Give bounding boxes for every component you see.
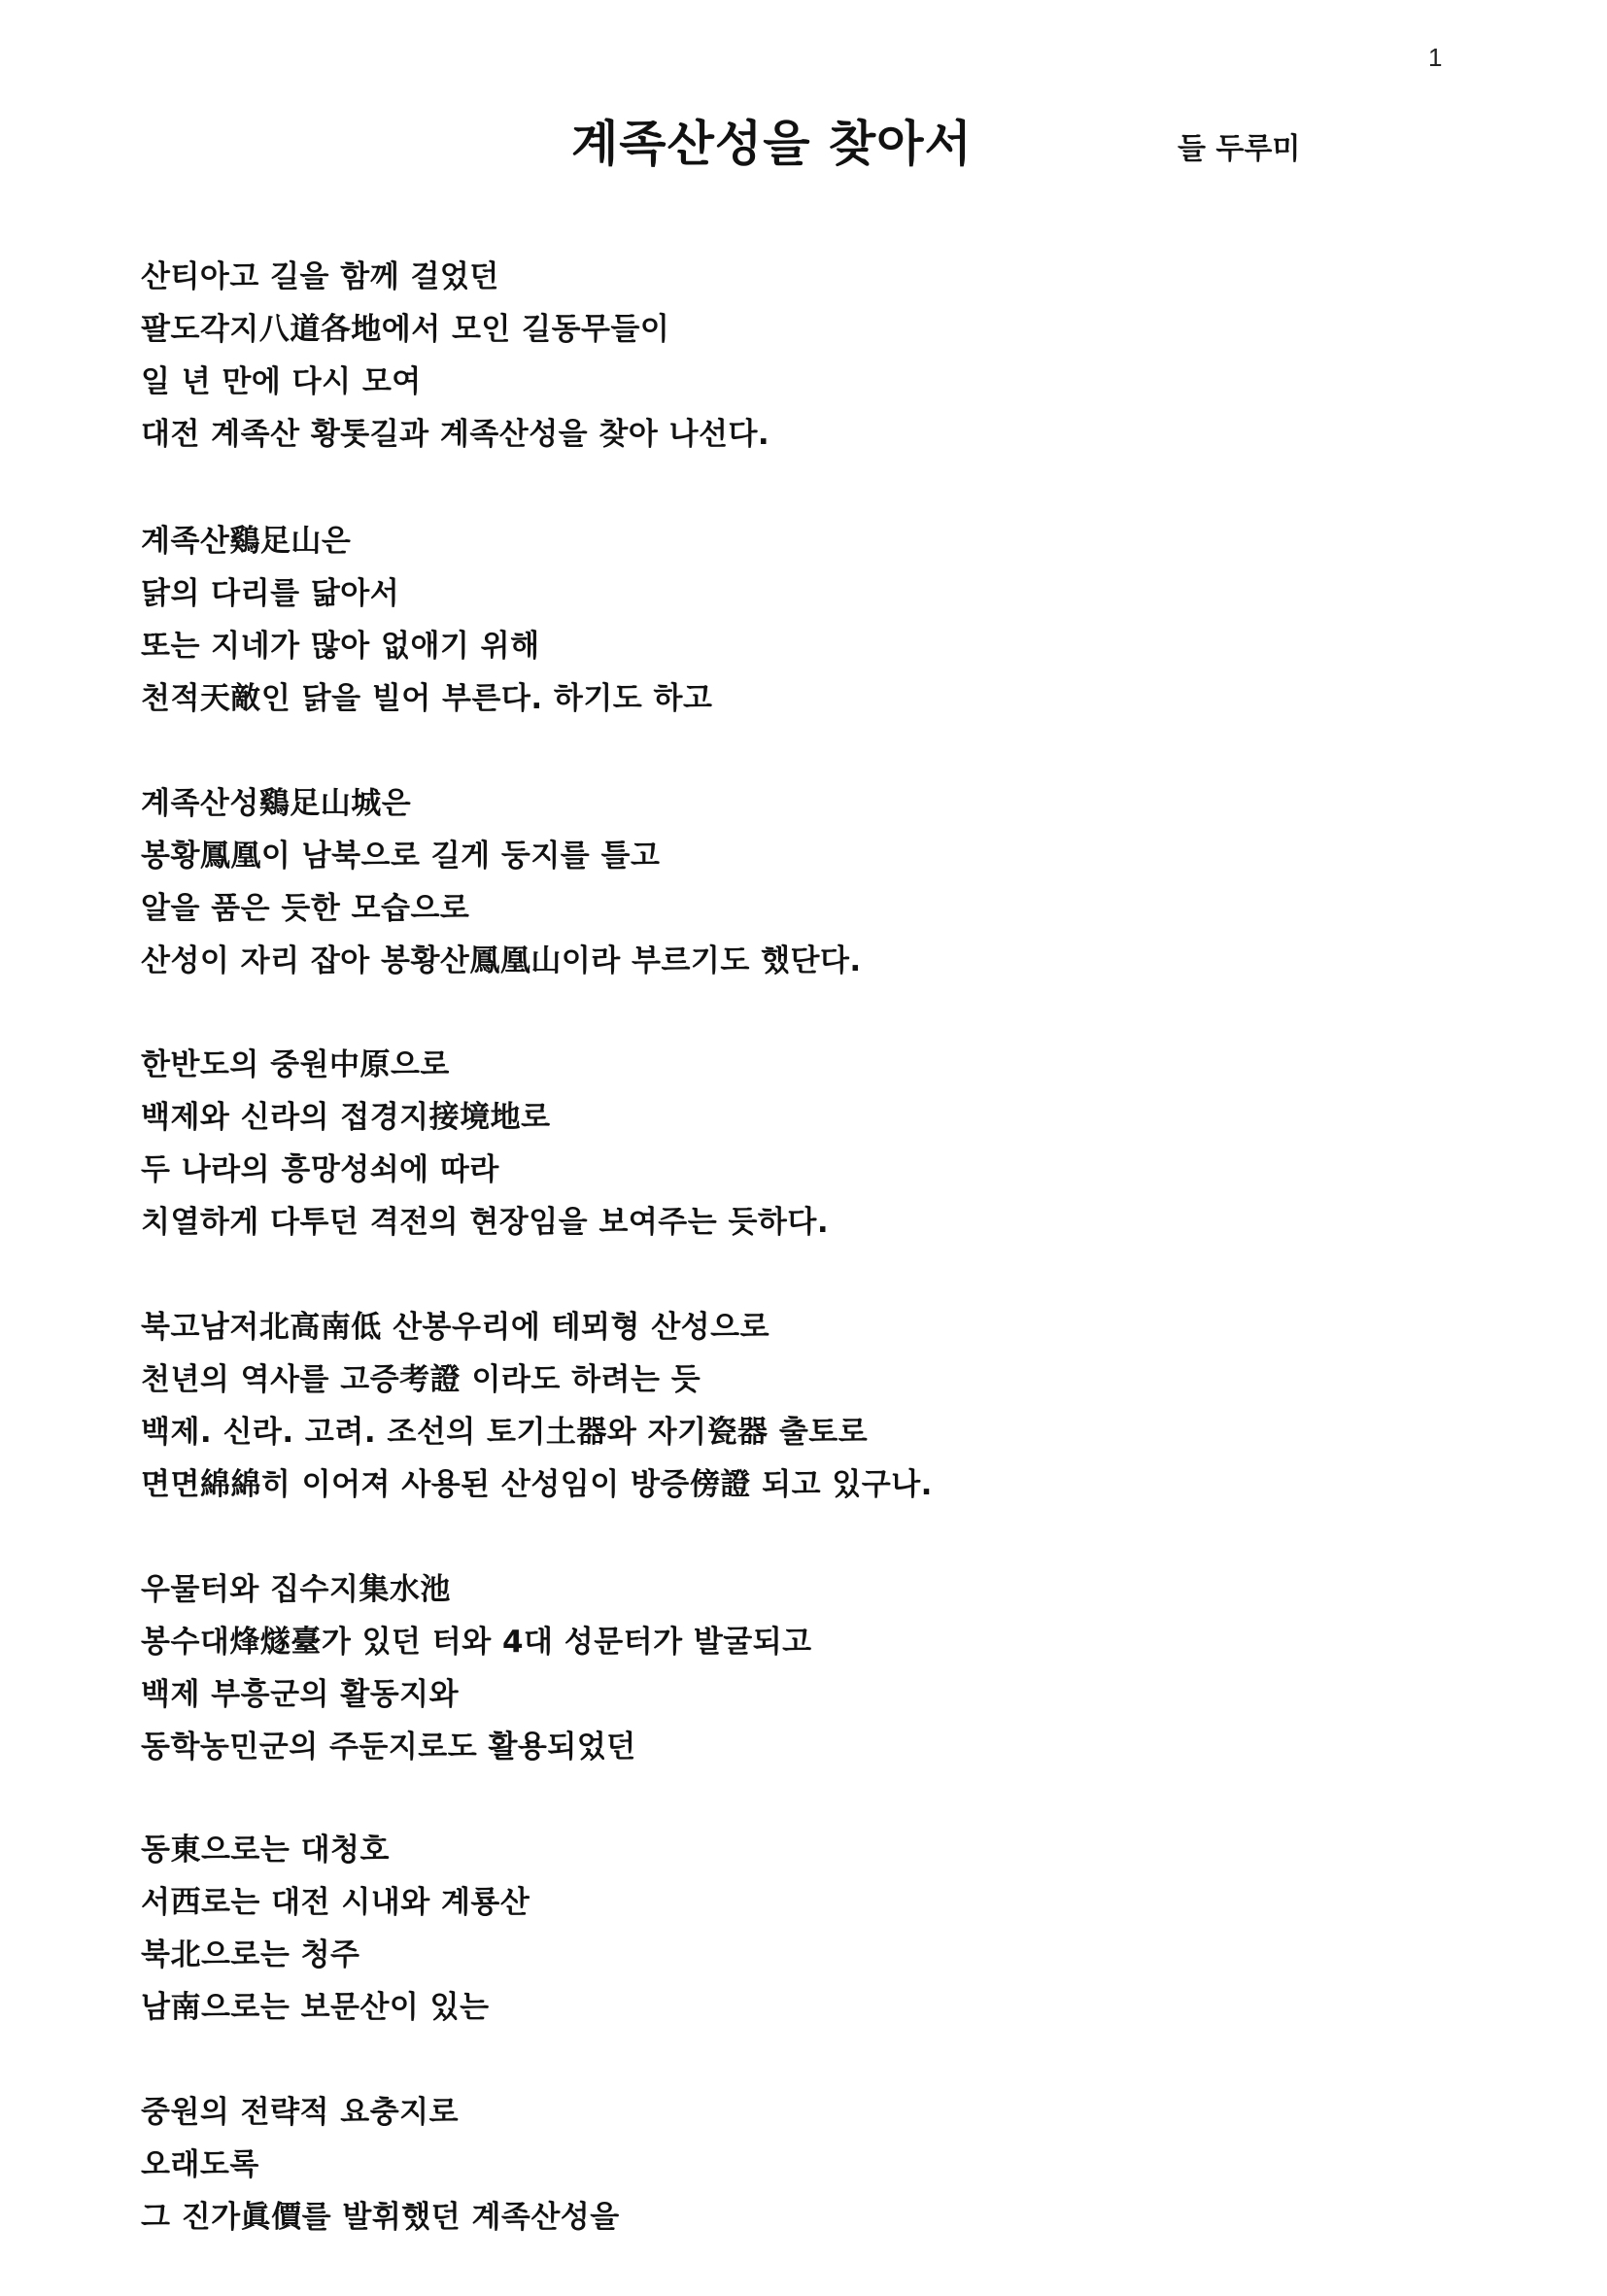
poem-line: 계족산성鷄足山城은 <box>141 786 412 821</box>
poem-line: 닭의 다리를 닮아서 <box>141 576 400 611</box>
poem-line: 또는 지네가 많아 없애기 위해 <box>141 629 540 664</box>
poem-line: 두 나라의 흥망성쇠에 따라 <box>141 1152 499 1187</box>
poem-line: 백제 부흥군의 활동지와 <box>141 1677 460 1712</box>
poem-line: 한반도의 중원中原으로 <box>141 1047 450 1082</box>
poem-line: 남南으로는 보문산이 있는 <box>141 1990 490 2025</box>
poem-line: 서西로는 대전 시내와 계룡산 <box>141 1885 530 1920</box>
poem-line: 봉황鳳凰이 남북으로 길게 둥지를 틀고 <box>141 839 661 874</box>
poem-line: 천적天敵인 닭을 빌어 부른다. 하기도 하고 <box>141 681 713 716</box>
poem-line: 산성이 자리 잡아 봉황산鳳凰山이라 부르기도 했단다. <box>141 943 862 978</box>
page-number: 1 <box>1428 43 1443 72</box>
poem-line: 그 진가眞價를 발휘했던 계족산성을 <box>141 2200 620 2235</box>
poem-line: 동東으로는 대청호 <box>141 1833 390 1868</box>
stanza-6 <box>141 1563 1501 1773</box>
poem-line: 중원의 전략적 요충지로 <box>141 2095 460 2130</box>
poem-title: 계족산성을 찾아서 <box>571 116 973 172</box>
poem-line: 대전 계족산 황톳길과 계족산성을 찾아 나선다. <box>141 417 770 452</box>
stanza-3 <box>141 777 1501 987</box>
poem-line: 북고남저北高南低 산봉우리에 테뫼형 산성으로 <box>141 1310 770 1345</box>
poem-line: 일 년 만에 다시 모여 <box>141 364 422 399</box>
stanza-7 <box>141 1824 1501 2034</box>
stanza-5 <box>141 1301 1501 1511</box>
poem-line: 우물터와 집수지集水池 <box>141 1572 451 1607</box>
stanza-1 <box>141 251 1501 461</box>
poem-author: 들 두루미 <box>1178 132 1301 166</box>
poem-line: 북北으로는 청주 <box>141 1937 360 1972</box>
poem-line: 계족산鷄足山은 <box>141 524 352 559</box>
stanza-4 <box>141 1039 1501 1249</box>
stanza-8 <box>141 2086 1501 2244</box>
poem-line: 천년의 역사를 고증考證 이라도 하려는 듯 <box>141 1362 701 1397</box>
poem-line: 알을 품은 듯한 모습으로 <box>141 891 470 926</box>
poem-line: 산티아고 길을 함께 걸었던 <box>141 259 499 294</box>
poem-line: 팔도각지八道各地에서 모인 길동무들이 <box>141 312 670 347</box>
poem-body <box>141 251 1501 2296</box>
poem-line: 오래도록 <box>141 2147 259 2182</box>
stanza-2 <box>141 515 1501 725</box>
poem-line: 동학농민군의 주둔지로도 활용되었던 <box>141 1730 636 1765</box>
poem-line: 백제와 신라의 접경지接境地로 <box>141 1100 551 1135</box>
poem-line: 치열하게 다투던 격전의 현장임을 보여주는 듯하다. <box>141 1205 830 1240</box>
poem-line: 백제. 신라. 고려. 조선의 토기土器와 자기瓷器 출토로 <box>141 1415 869 1450</box>
poem-line: 봉수대烽燧臺가 있던 터와 4대 성문터가 발굴되고 <box>141 1625 812 1660</box>
poem-line: 면면綿綿히 이어져 사용된 산성임이 방증傍證 되고 있구나. <box>141 1467 933 1502</box>
